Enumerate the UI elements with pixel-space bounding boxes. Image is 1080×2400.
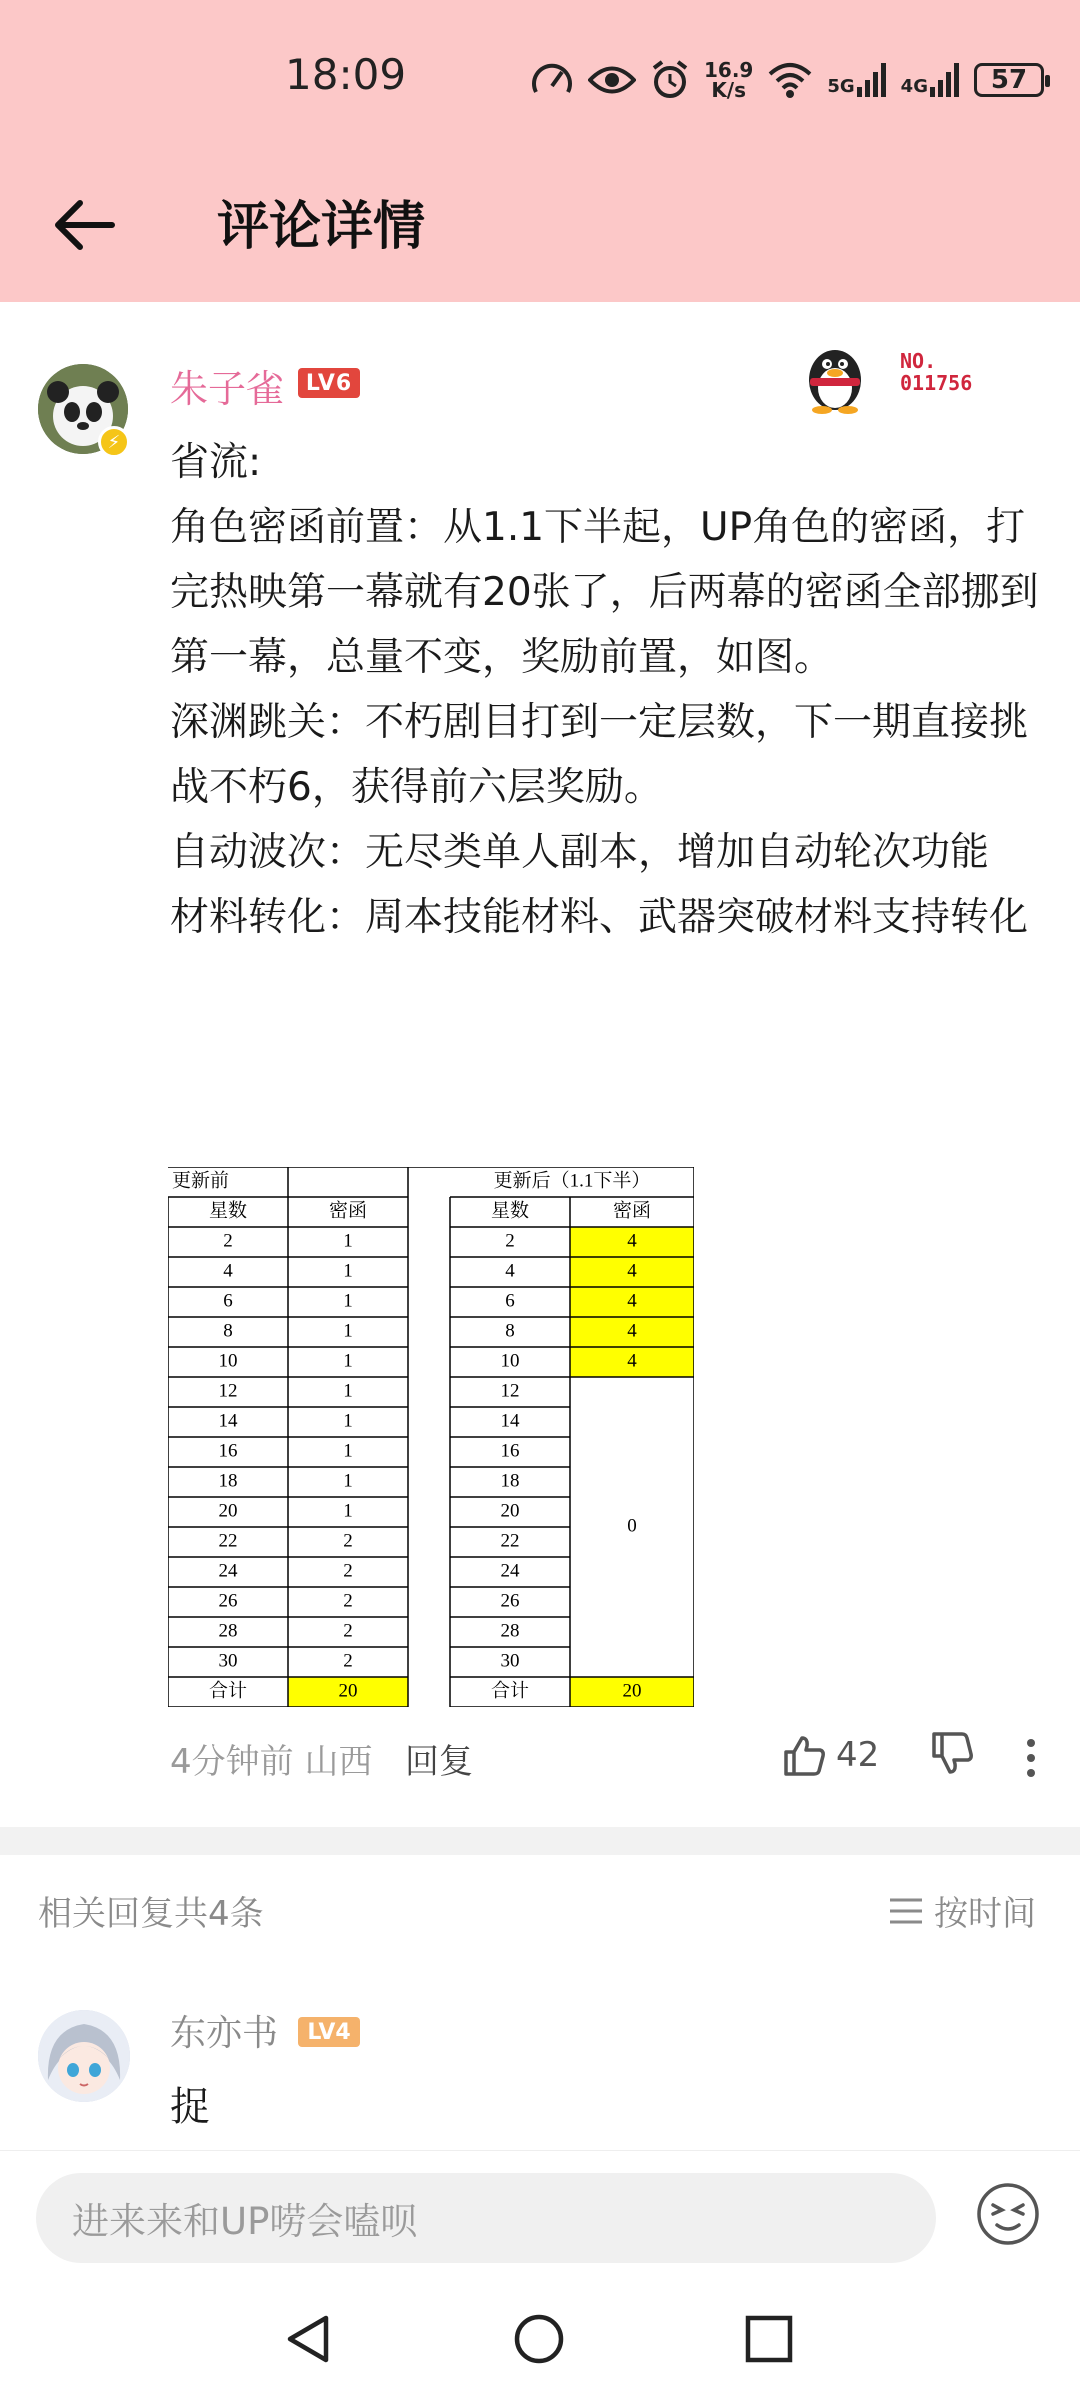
net-speed-value: 16.9 (704, 58, 754, 82)
qq-penguin-icon (800, 338, 870, 414)
signal-4g (901, 63, 960, 97)
table-cell-text: 1 (343, 1470, 353, 1492)
fan-number-label: NO. (900, 349, 937, 373)
table-total-value: 20 (338, 1680, 358, 1702)
comparison-table (168, 1167, 694, 1707)
table-cell-text: 26 (500, 1590, 520, 1612)
table-cell-text: 4 (223, 1260, 233, 1282)
location: 山西 (304, 1742, 373, 1782)
table-merged-value: 0 (627, 1515, 637, 1537)
comment-line: 角色密函前置：从1.1下半起，UP角色的密函，打完热映第一幕就有20张了，后两幕的密函全部挪到第一幕，总量不变，奖励前置，如图。 (170, 505, 1039, 680)
menu-lines-icon (888, 1896, 924, 1926)
speedometer-icon (530, 60, 574, 100)
table-cell-text: 26 (218, 1590, 238, 1612)
comment-input[interactable]: 进来来和UP唠会嗑呗 (36, 2173, 936, 2263)
nav-home-icon[interactable] (512, 2312, 566, 2366)
table-cell-text: 22 (500, 1530, 520, 1552)
like-count: 42 (836, 1735, 880, 1775)
fan-number (900, 350, 972, 394)
fan-number-value: 011756 (900, 371, 973, 395)
table-cell-text: 6 (505, 1290, 515, 1312)
eye-icon (588, 63, 636, 97)
battery-indicator: 57 (974, 63, 1044, 97)
table-cell-text: 1 (343, 1500, 353, 1522)
table-title-after: 更新后（1.1下半） (493, 1170, 651, 1192)
table-total-value: 20 (622, 1680, 642, 1702)
table-cell-text: 1 (343, 1290, 353, 1312)
table-cell-text: 10 (218, 1350, 238, 1372)
nav-recent-icon[interactable] (742, 2312, 796, 2366)
section-divider (0, 1827, 1080, 1855)
table-cell-text: 1 (343, 1350, 353, 1372)
comment-line: 深渊跳关：不朽剧目打到一定层数，下一期直接挑战不朽6，获得前六层奖励。 (170, 700, 1029, 810)
table-cell-text: 4 (627, 1290, 637, 1312)
fan-badge (800, 338, 1000, 418)
table-cell-text: 1 (343, 1230, 353, 1252)
table-cell-text: 4 (627, 1350, 637, 1372)
alarm-icon (650, 60, 690, 100)
wifi-icon (767, 61, 813, 99)
table-cell-text: 1 (343, 1380, 353, 1402)
table-cell-text: 16 (218, 1440, 238, 1462)
table-cell-text: 2 (343, 1590, 353, 1612)
avatar[interactable] (38, 2010, 130, 2102)
level-badge: LV4 (298, 2017, 360, 2047)
time-ago: 4分钟前 (170, 1742, 294, 1782)
signal-bars-icon (857, 63, 887, 97)
nav-back-icon[interactable] (282, 2312, 336, 2366)
status-time: 18:09 (285, 50, 407, 99)
table-cell-text: 28 (500, 1620, 520, 1642)
table-cell-text: 22 (218, 1530, 238, 1552)
table-cell-text: 2 (343, 1650, 353, 1672)
table-cell-text: 14 (218, 1410, 238, 1432)
net-speed-unit: K/s (711, 78, 747, 102)
comment-line: 自动波次：无尽类单人副本，增加自动轮次功能 (170, 830, 990, 875)
lightning-badge-icon: ⚡ (98, 426, 130, 458)
table-title-before: 更新前 (172, 1170, 230, 1192)
reply-text: 捉 (170, 2084, 210, 2130)
table-cell-text: 1 (343, 1440, 353, 1462)
comment-line: 材料转化：周本技能材料、武器突破材料支持转化 (170, 895, 1029, 940)
reply-button[interactable]: 回复 (405, 1742, 473, 1782)
app-bar (0, 150, 1080, 302)
table-total-label: 合计 (208, 1680, 248, 1702)
table-cell-text: 18 (218, 1470, 238, 1492)
table-cell-text: 28 (218, 1620, 238, 1642)
table-cell-text: 1 (343, 1260, 353, 1282)
thumbs-up-icon (782, 1734, 826, 1776)
table-cell-text: 4 (627, 1320, 637, 1342)
anime-avatar-icon (38, 2010, 130, 2102)
comment-image[interactable] (168, 1167, 694, 1707)
signal-bars-icon (930, 63, 960, 97)
sort-button[interactable] (888, 1886, 1036, 1935)
table-cell-text: 8 (223, 1320, 233, 1342)
thumbs-down-icon[interactable] (930, 1732, 974, 1776)
table-cell-text: 2 (343, 1560, 353, 1582)
signal-5g-label: 5G (827, 76, 855, 97)
table-total-label: 合计 (490, 1680, 530, 1702)
sort-label: 按时间 (934, 1894, 1036, 1934)
main-comment (0, 302, 1080, 1827)
status-bar (0, 0, 1080, 150)
table-cell-text: 1 (343, 1410, 353, 1432)
table-cell-text: 16 (500, 1440, 520, 1462)
table-header: 密函 (328, 1200, 368, 1222)
table-cell-text: 8 (505, 1320, 515, 1342)
table-header: 星数 (490, 1200, 530, 1222)
more-options-icon[interactable] (1025, 1738, 1037, 1778)
reply-count: 相关回复共4条 (38, 1894, 264, 1934)
emoji-icon[interactable] (975, 2181, 1041, 2247)
username[interactable]: 朱子雀 (170, 367, 285, 411)
like-button[interactable] (782, 1734, 879, 1776)
table-cell-text: 4 (627, 1260, 637, 1282)
table-cell-text: 30 (500, 1650, 520, 1672)
table-cell-text: 2 (343, 1530, 353, 1552)
table-cell-text: 2 (223, 1230, 233, 1252)
table-cell-text: 4 (627, 1230, 637, 1252)
table-cell-text: 20 (500, 1500, 520, 1522)
table-cell-text: 2 (343, 1620, 353, 1642)
table-cell-text: 24 (500, 1560, 520, 1582)
status-icons (530, 52, 1044, 108)
table-cell-text: 12 (218, 1380, 238, 1402)
table-cell-text: 10 (500, 1350, 520, 1372)
table-cell-text: 2 (505, 1230, 515, 1252)
table-header: 星数 (208, 1200, 248, 1222)
table-cell-text: 12 (500, 1380, 520, 1402)
system-nav-bar (0, 2270, 1080, 2400)
table-cell-text: 6 (223, 1290, 233, 1312)
signal-4g-label: 4G (900, 76, 928, 97)
table-cell-text: 4 (505, 1260, 515, 1282)
comment-line: 省流: (170, 440, 262, 485)
net-speed (704, 60, 753, 100)
level-badge: LV6 (298, 368, 360, 398)
table-cell-text: 18 (500, 1470, 520, 1492)
table-cell-text: 20 (218, 1500, 238, 1522)
comment-text (170, 430, 1050, 950)
table-cell-text: 14 (500, 1410, 520, 1432)
reply-item (0, 2005, 1080, 2145)
page-title: 评论详情 (217, 197, 426, 257)
table-cell-text: 24 (218, 1560, 238, 1582)
table-header: 密函 (612, 1200, 652, 1222)
back-arrow-icon[interactable] (50, 195, 120, 255)
table-cell-text: 30 (218, 1650, 238, 1672)
table-cell-text: 1 (343, 1320, 353, 1342)
reply-username[interactable]: 东亦书 (170, 2013, 279, 2054)
comment-input-bar (0, 2150, 1080, 2271)
signal-5g (827, 63, 886, 97)
comment-meta (170, 1734, 372, 1783)
